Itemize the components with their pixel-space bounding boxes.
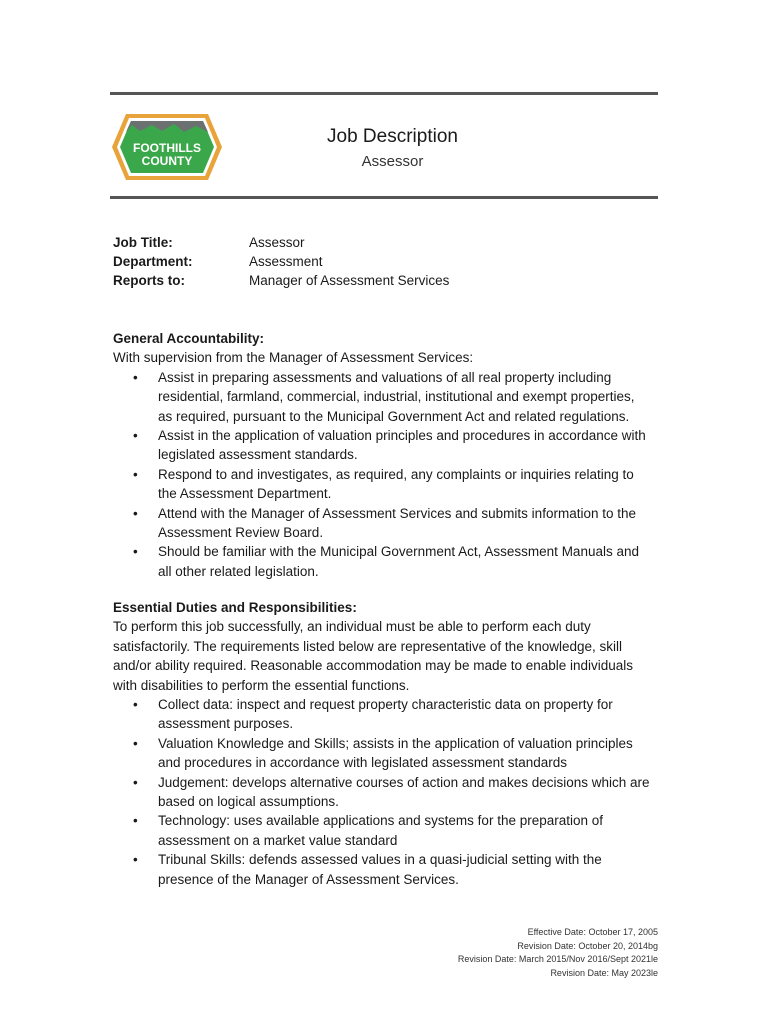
info-label: Job Title: — [113, 235, 173, 250]
info-row-job-title — [113, 233, 449, 252]
list-item: • Tribunal Skills: defends assessed values in a quasi-judicial setting with the presence of the Manager of Assessment Services. — [133, 852, 602, 887]
section-intro: To perform this job successfully, an individual must be able to perform each duty satisfactorily. The requirements listed below are representative of the knowledge, skill and/or ability required. Reasonable accommodation may be made to enable individuals with disabilities to perform the essential functions. — [113, 619, 634, 693]
info-row-reports-to — [113, 271, 449, 290]
job-info — [113, 233, 449, 290]
revision-date: Revision Date: May 2023le — [550, 967, 658, 978]
revision-date: Revision Date: October 20, 2014bg — [517, 940, 658, 951]
bullet-icon: • — [133, 369, 138, 385]
bullet-icon: • — [133, 852, 138, 868]
list-item: • Assist in the application of valuation principles and procedures in accordance with legislated assessment standards. — [133, 428, 646, 463]
info-value: Assessor — [249, 235, 305, 250]
bullet-icon: • — [133, 466, 138, 482]
revision-date: Revision Date: March 2015/Nov 2016/Sept 2021le — [457, 954, 658, 964]
bullet-icon: • — [133, 813, 138, 829]
info-row-department — [113, 252, 449, 271]
revision-dates — [458, 926, 658, 980]
title-block — [255, 124, 530, 173]
bullet-icon: • — [133, 697, 138, 713]
list-item: • Respond to and investigates, as required, any complaints or inquiries relating to the Assessment Department. — [133, 466, 634, 502]
list-item: • Valuation Knowledge and Skills; assists in the application of valuation principles and procedures in accordance with legislated assessment standards — [133, 735, 633, 771]
general-accountability-section — [113, 329, 661, 581]
info-value: Manager of Assessment Services — [249, 273, 450, 288]
bullet-icon: • — [133, 735, 138, 751]
bullet-icon: • — [133, 505, 138, 521]
list-item: • Judgement: develops alternative courses of action and makes decisions which are based on logical assumptions. — [133, 774, 650, 810]
svg-text:FOOTHILLS: FOOTHILLS — [133, 141, 201, 155]
bullet-icon: • — [133, 774, 138, 790]
list-item: • Attend with the Manager of Assessment Services and submits information to the Assessment Review Board. — [133, 505, 636, 541]
bullet-icon: • — [133, 428, 138, 444]
section-intro: With supervision from the Manager of Assessment Services: — [113, 350, 474, 366]
foothills-county-logo — [112, 112, 222, 182]
info-label: Reports to: — [113, 273, 185, 288]
list-item: • Assist in preparing assessments and valuations of all real property including residential, farmland, commercial, industrial, institutional and exempt properties, as required, pursuant to the Municipal Government Act and related regulations. — [133, 369, 635, 424]
bullet-list — [113, 368, 661, 581]
page-title: Job Description — [327, 126, 458, 147]
page-subtitle: Assessor — [361, 153, 424, 170]
effective-date: Effective Date: October 17, 2005 — [527, 927, 658, 937]
header-top-rule — [110, 92, 658, 95]
list-item: • Collect data: inspect and request property characteristic data on property for assessment purposes. — [133, 697, 613, 732]
list-item: • Should be familiar with the Municipal Government Act, Assessment Manuals and all other related legislation. — [133, 544, 639, 579]
bullet-icon: • — [133, 544, 138, 560]
svg-text:COUNTY: COUNTY — [141, 154, 193, 168]
essential-duties-section — [113, 598, 661, 889]
info-label: Department: — [113, 254, 193, 269]
list-item: • Technology: uses available applications and systems for the preparation of assessment on a market value standard — [133, 813, 604, 848]
section-heading: General Accountability: — [113, 331, 265, 346]
header-bottom-rule — [110, 196, 658, 199]
section-heading: Essential Duties and Responsibilities: — [113, 600, 357, 615]
bullet-list — [113, 695, 661, 889]
info-value: Assessment — [249, 254, 323, 269]
